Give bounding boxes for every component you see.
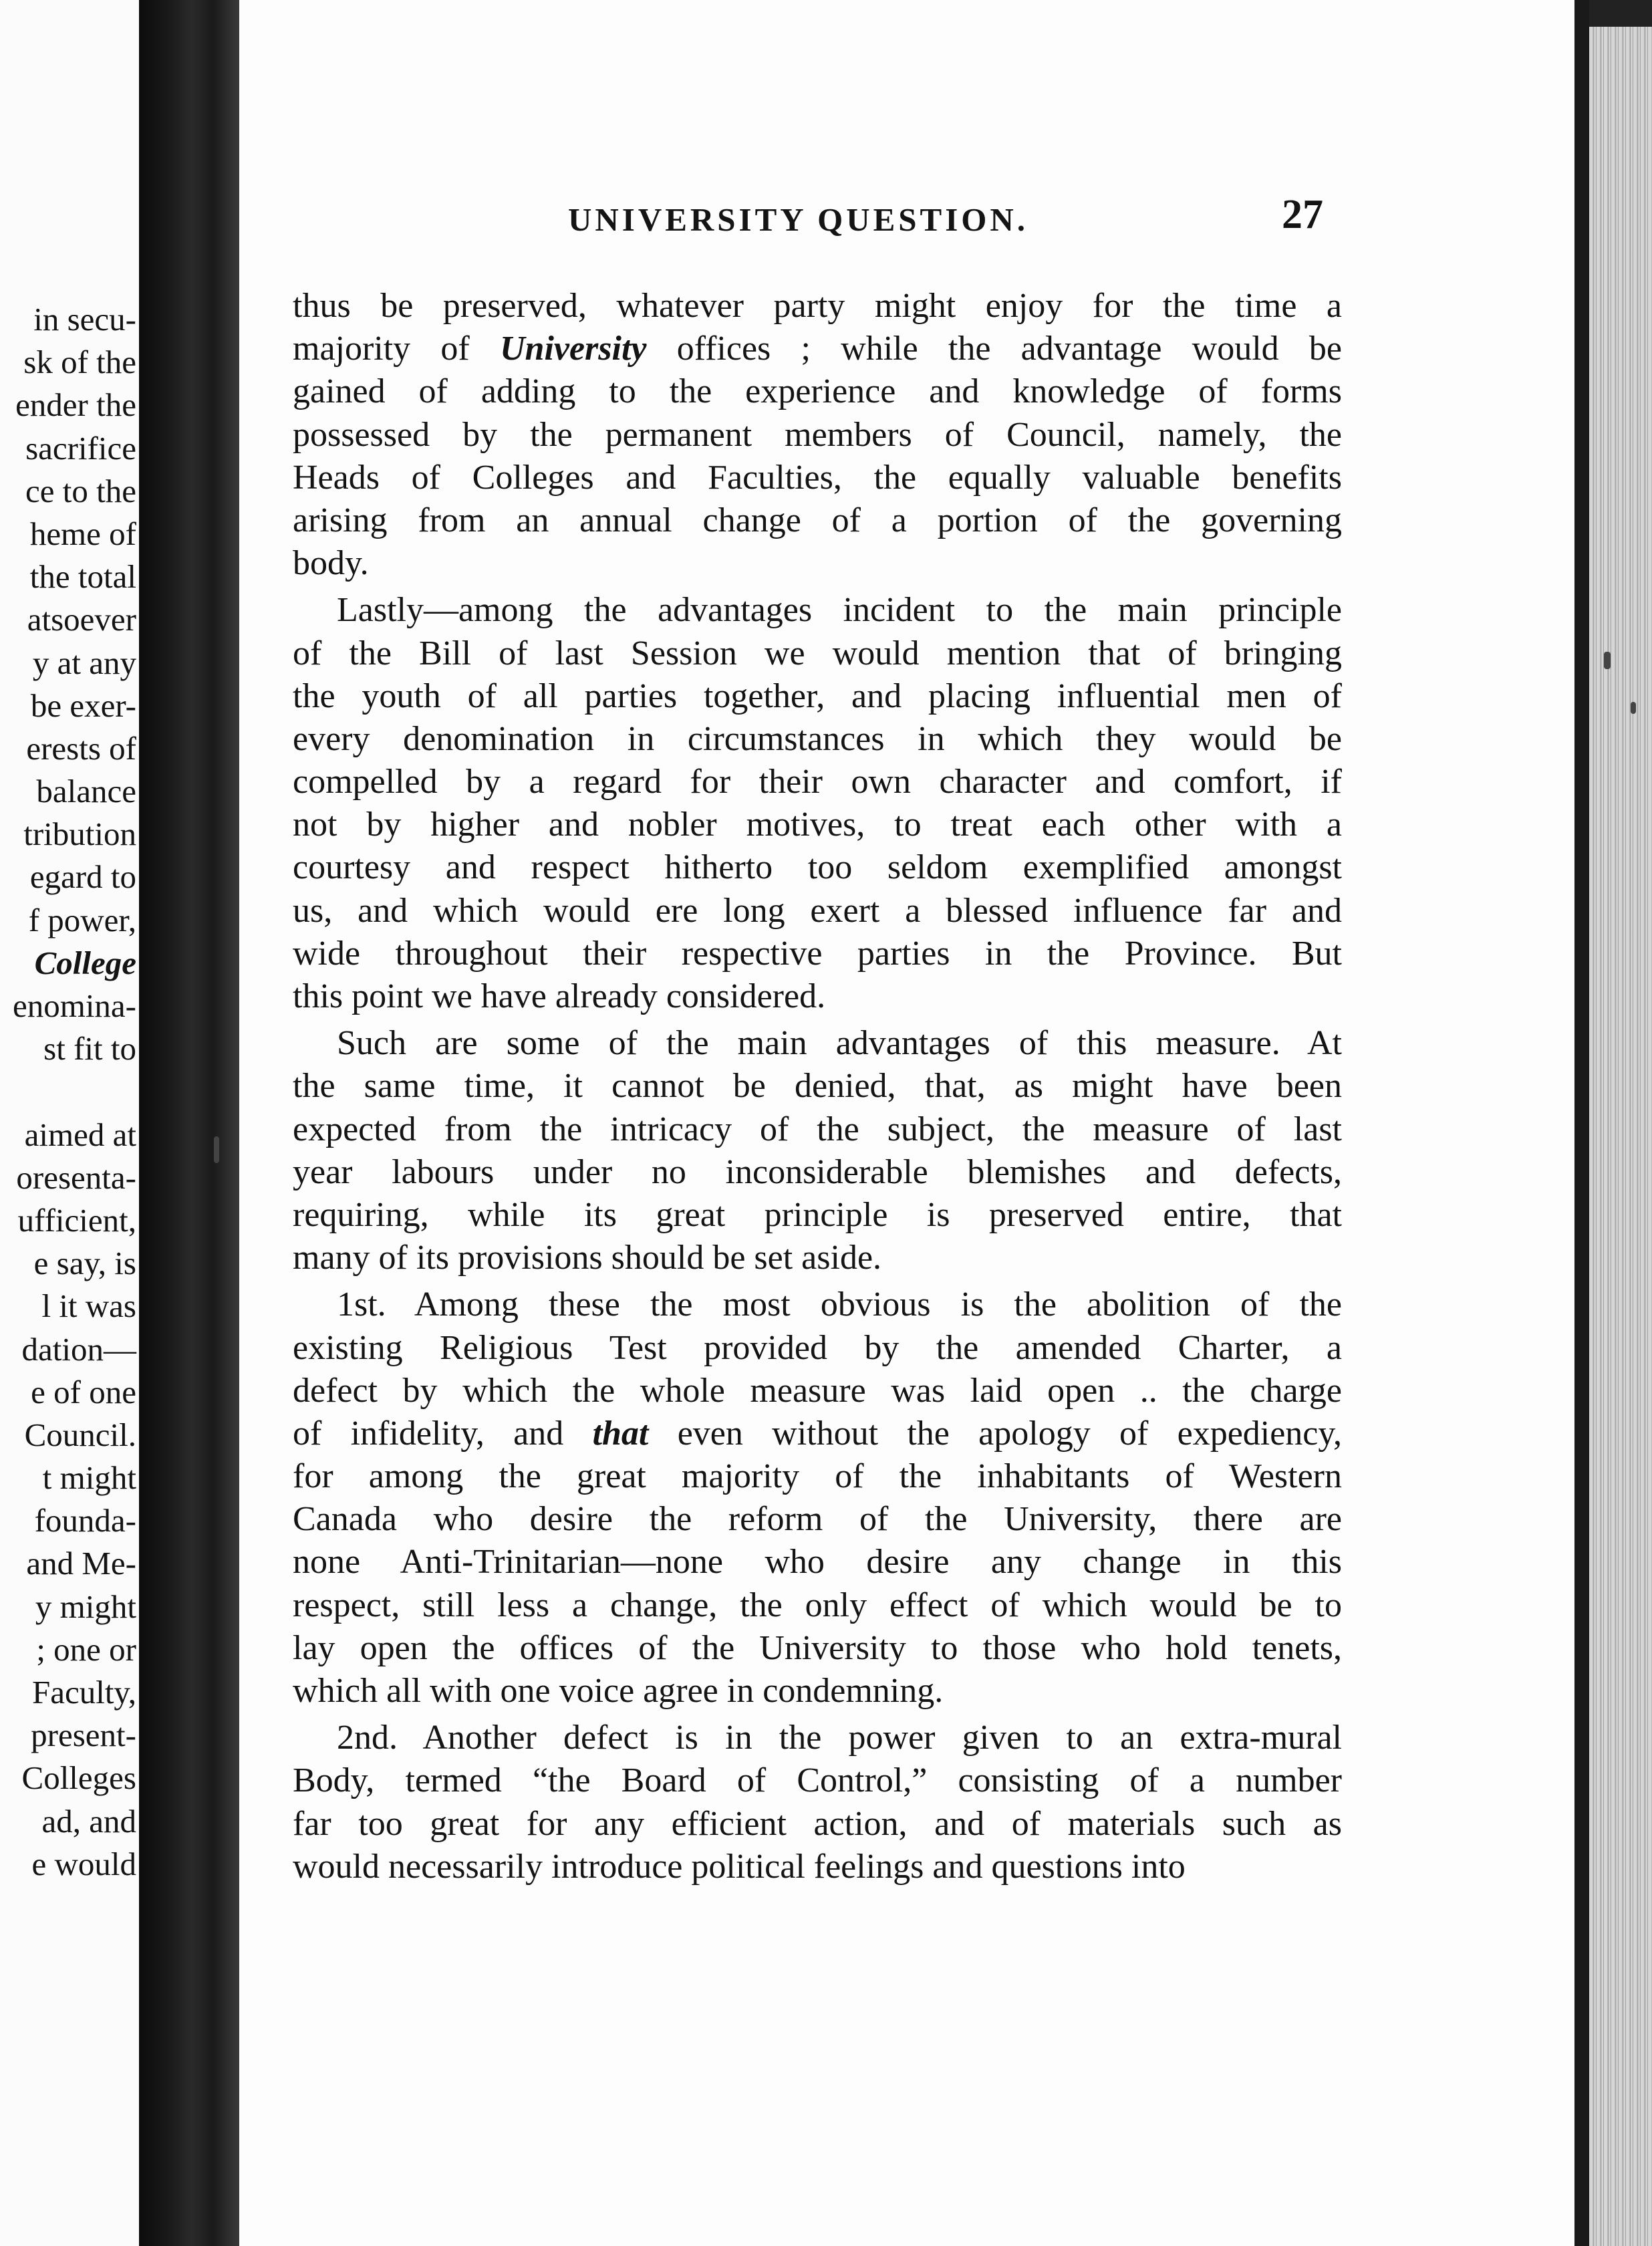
text-line	[293, 932, 1342, 975]
facing-page-line: ad, and	[41, 1802, 136, 1840]
text-line	[293, 1627, 1342, 1670]
facing-page-line: sacrifice	[25, 429, 136, 467]
text-line	[293, 1412, 1342, 1455]
emphasized-text: University	[499, 330, 647, 368]
text-run: of the Bill of last Session we would mention that of bringing	[293, 634, 1342, 672]
facing-page-line: in secu-	[33, 301, 136, 338]
facing-page-line: ufficient,	[17, 1201, 136, 1239]
facing-page-line: Council.	[24, 1416, 136, 1453]
text-run: every denomination in circumstances in which they would be	[293, 719, 1342, 758]
facing-page-line: be exer-	[30, 687, 136, 724]
text-run: not by higher and nobler motives, to treat each other with a	[293, 805, 1342, 844]
paragraph	[293, 1717, 1342, 1888]
facing-page-line: y might	[35, 1588, 136, 1625]
text-run: which all with one voice agree in condemning.	[293, 1672, 944, 1710]
facing-page-line: balance	[36, 773, 136, 810]
text-line	[293, 1670, 1342, 1713]
text-run: thus be preserved, whatever party might enjoy for the time a	[293, 287, 1342, 325]
text-line	[293, 370, 1342, 413]
running-head: UNIVERSITY QUESTION.	[568, 201, 1029, 238]
text-line	[293, 542, 1342, 585]
text-line	[293, 1151, 1342, 1194]
text-line	[293, 803, 1342, 846]
text-run: far too great for any efficient action, and of materials such as	[293, 1804, 1342, 1843]
facing-page-line: heme of	[29, 515, 136, 552]
facing-page-fragment	[0, 0, 139, 2246]
text-line	[293, 1584, 1342, 1627]
book-gutter	[139, 0, 239, 2246]
facing-page-line: enomina-	[12, 987, 136, 1024]
text-run: this point we have already considered.	[293, 977, 826, 1015]
text-run: of infidelity, and	[293, 1414, 593, 1453]
facing-page-line: e say, is	[33, 1245, 136, 1282]
text-line	[293, 975, 1342, 1018]
text-run: existing Religious Test provided by the amended Charter, a	[293, 1328, 1342, 1367]
text-line	[293, 1717, 1342, 1759]
paragraph	[293, 285, 1342, 585]
text-line	[293, 1283, 1342, 1326]
text-line	[293, 414, 1342, 457]
ink-speck	[1631, 702, 1636, 714]
book-edge	[1574, 0, 1652, 2246]
text-run: Heads of Colleges and Faculties, the equally valuable benefits	[293, 458, 1342, 497]
text-run: the same time, it cannot be denied, that, as might have been	[293, 1067, 1342, 1106]
facing-page-line: ; one or	[36, 1630, 136, 1668]
facing-page-line: erests of	[26, 729, 136, 767]
text-line	[293, 890, 1342, 932]
text-run: majority of	[293, 330, 500, 368]
facing-page-line: tribution	[23, 816, 136, 853]
body-text	[293, 285, 1342, 1892]
text-line	[293, 1194, 1342, 1237]
text-run: gained of adding to the experience and knowledge of forms	[293, 372, 1342, 411]
text-run: Canada who desire the reform of the University, there are	[293, 1500, 1342, 1539]
facing-page-line: ce to the	[25, 472, 136, 509]
paragraph	[293, 589, 1342, 1018]
text-run: arising from an annual change of a portion of the governing	[293, 501, 1342, 539]
text-line	[293, 718, 1342, 761]
text-line	[293, 1759, 1342, 1802]
facing-page-line: st fit to	[43, 1030, 136, 1068]
text-line	[293, 457, 1342, 499]
text-run: us, and which would ere long exert a blessed influence far and	[293, 891, 1342, 930]
facing-page-line: the total	[29, 558, 136, 596]
text-line	[293, 1327, 1342, 1370]
text-line	[293, 499, 1342, 542]
text-run: compelled by a regard for their own character and comfort, if	[293, 763, 1342, 801]
paragraph	[293, 1283, 1342, 1713]
text-run: wide throughout their respective parties in the Province. But	[293, 934, 1342, 973]
text-line	[293, 1370, 1342, 1412]
facing-page-line: founda-	[34, 1502, 136, 1539]
text-line	[293, 1455, 1342, 1498]
facing-page-line: aimed at	[24, 1116, 136, 1153]
text-run: for among the great majority of the inhabitants of Western	[293, 1457, 1342, 1496]
facing-page-line: Faculty,	[31, 1674, 136, 1711]
text-line	[293, 1065, 1342, 1108]
text-run: year labours under no inconsiderable blemishes and defects,	[293, 1152, 1342, 1191]
text-run: 1st. Among these the most obvious is the abolition of the	[337, 1285, 1342, 1324]
facing-page-line: e of one	[31, 1373, 136, 1410]
text-run: respect, still less a change, the only effect of which would be to	[293, 1586, 1342, 1624]
emphasized-text: that	[592, 1414, 649, 1453]
ink-speck	[1604, 652, 1611, 669]
facing-page-line: atsoever	[27, 601, 136, 638]
text-run: courtesy and respect hitherto too seldom exemplified amongst	[293, 848, 1342, 887]
facing-page-text	[0, 298, 139, 1886]
text-run: would necessarily introduce political feelings and questions into	[293, 1847, 1186, 1886]
text-run: 2nd. Another defect is in the power given to an extra-mural	[337, 1719, 1342, 1757]
text-line	[293, 1022, 1342, 1065]
text-run: even without the apology of expediency,	[648, 1414, 1342, 1453]
facing-page-line: t might	[42, 1459, 136, 1497]
text-run: requiring, while its great principle is preserved entire, that	[293, 1195, 1342, 1234]
text-line	[293, 1108, 1342, 1151]
text-line	[293, 761, 1342, 803]
text-run: none Anti-Trinitarian—none who desire any change in this	[293, 1543, 1342, 1582]
facing-page-line: l it was	[41, 1287, 136, 1325]
facing-page-line: y at any	[32, 644, 136, 681]
text-line	[293, 1237, 1342, 1279]
text-line	[293, 1846, 1342, 1888]
text-line	[293, 632, 1342, 675]
text-run: defect by which the whole measure was laid open .. the charge	[293, 1371, 1342, 1410]
text-run: lay open the offices of the University to those who hold tenets,	[293, 1628, 1342, 1667]
ink-speck	[214, 1136, 219, 1163]
page-number: 27	[1282, 192, 1323, 237]
paragraph	[293, 1022, 1342, 1279]
facing-page-line: f power,	[28, 901, 136, 939]
facing-page-line: oresenta-	[16, 1158, 136, 1196]
text-line	[293, 1498, 1342, 1541]
facing-page-line: College	[34, 944, 136, 981]
text-line	[293, 675, 1342, 718]
text-line	[293, 328, 1342, 370]
facing-page-line: e would	[31, 1845, 136, 1882]
text-line	[293, 846, 1342, 889]
facing-page-line: present-	[31, 1717, 136, 1754]
text-line	[293, 285, 1342, 328]
text-line	[293, 1541, 1342, 1584]
text-run: body.	[293, 544, 369, 583]
facing-page-line	[0, 1070, 139, 1113]
facing-page-line: sk of the	[23, 344, 136, 381]
facing-page-line: and Me-	[26, 1545, 136, 1582]
text-run: Such are some of the main advantages of this measure. At	[337, 1024, 1342, 1063]
facing-page-line: dation—	[21, 1330, 136, 1368]
text-run: offices ; while the advantage would be	[646, 330, 1342, 368]
text-line	[293, 1803, 1342, 1846]
facing-page-line: Colleges	[21, 1759, 136, 1797]
text-line	[293, 589, 1342, 632]
text-run: Body, termed “the Board of Control,” consisting of a number	[293, 1761, 1342, 1800]
text-run: the youth of all parties together, and placing influential men of	[293, 676, 1342, 715]
text-run: possessed by the permanent members of Council, namely, the	[293, 415, 1342, 454]
text-run: many of its provisions should be set aside.	[293, 1239, 882, 1277]
book-edge-shadow	[1574, 0, 1589, 2246]
facing-page-line: egard to	[29, 858, 136, 896]
text-run: Lastly—among the advantages incident to the main principle	[337, 591, 1342, 630]
text-run: expected from the intricacy of the subject, the measure of last	[293, 1110, 1342, 1148]
facing-page-line: ender the	[15, 386, 136, 424]
